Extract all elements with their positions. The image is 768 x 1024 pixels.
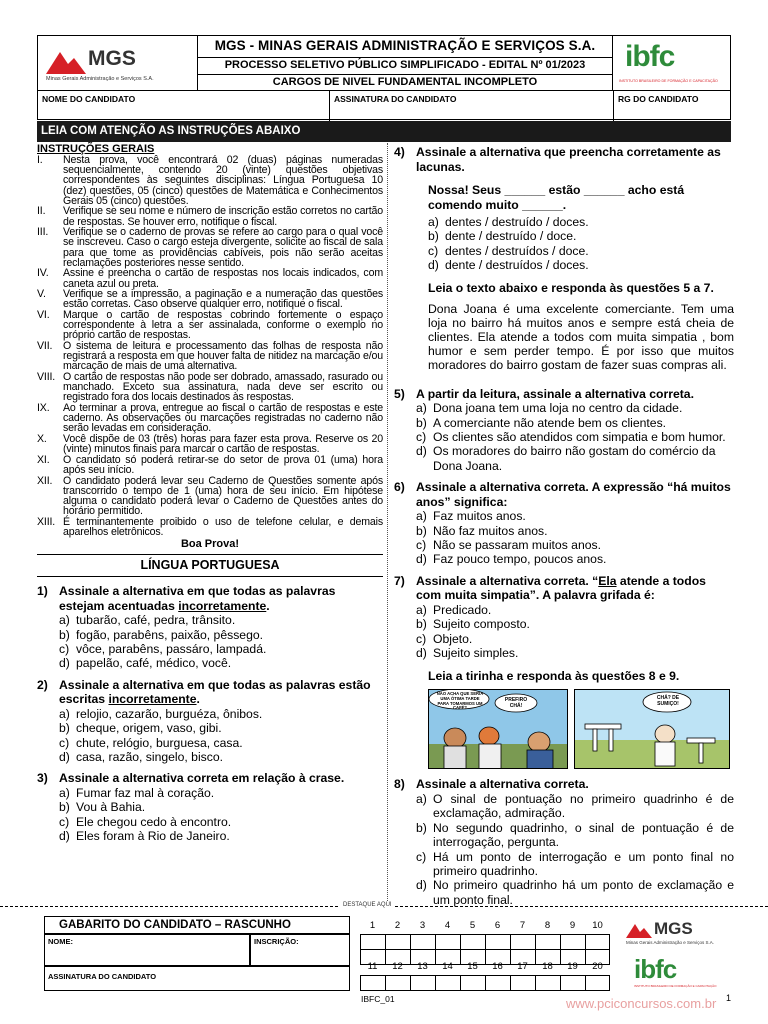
ibfc-logo <box>612 36 730 90</box>
question-text: Assinale a alternativa correta. <box>416 777 589 792</box>
question-text: Assinale a alternativa que preencha corretamente as lacunas. <box>416 145 721 174</box>
instruction-number: I. <box>37 154 43 166</box>
option-item <box>416 401 734 415</box>
question-text: Assinale a alternativa em que todas as palavras estão escritas <box>59 677 371 707</box>
options-list <box>394 215 734 273</box>
option-text: No segundo quadrinho, o sinal de pontuação é de interrogação, pergunta. <box>433 820 734 850</box>
question-5 <box>394 387 734 474</box>
option-text: dente / destruído / doce. <box>445 229 577 244</box>
option-letter: b) <box>59 800 70 815</box>
answer-cell[interactable] <box>510 934 535 950</box>
question-text-end: . <box>196 692 200 707</box>
answer-number: 13 <box>417 961 428 972</box>
option-item <box>59 786 383 800</box>
answer-number: 14 <box>442 961 453 972</box>
question-4 <box>394 145 734 273</box>
option-letter: c) <box>416 537 427 552</box>
answer-number: 7 <box>519 920 526 931</box>
option-text: A comerciante não atende bem os clientes. <box>433 415 667 430</box>
question-number: 8) <box>394 777 405 792</box>
answer-cell[interactable] <box>385 934 410 950</box>
instruction-text: Assine e preencha o cartão de respostas nos locais indicados, com caneta azul ou preta. <box>63 267 383 290</box>
instruction-item <box>37 289 383 309</box>
option-letter: c) <box>416 631 427 646</box>
option-text: casa, razão, singelo, bisco. <box>76 750 224 765</box>
comic-balloon-3: CHÁ? DE SUMIÇO! <box>656 695 680 708</box>
closing-text: Boa Prova! <box>180 538 240 551</box>
answer-name-field[interactable] <box>44 934 250 966</box>
instruction-number: VII. <box>37 340 53 352</box>
answer-number: 18 <box>542 961 553 972</box>
footer-ibfc-sub: INSTITUTO BRASILEIRO DE FORMAÇÃO E CAPACITAÇÃO <box>634 984 717 988</box>
option-letter: a) <box>59 706 70 721</box>
candidate-name-field[interactable]: NOME DO CANDIDATO <box>38 91 330 121</box>
instruction-item <box>37 310 383 341</box>
instruction-text: Nesta prova, você encontrará 02 (duas) páginas numeradas sequencialmente, contendo 20 (vinte) questões objetivas correspondentes às seguintes disciplinas: Língua Portuguesa 10 (dez) questões, 05 (cinco) questões de Matemática e Conhecimentos Gerais 05 (cinco) questões. <box>63 154 383 207</box>
instruction-item <box>37 403 383 434</box>
candidate-signature-field[interactable]: ASSINATURA DO CANDIDATO <box>330 91 614 121</box>
option-text: tubarão, café, pedra, trânsito. <box>76 613 236 628</box>
option-item <box>416 538 734 552</box>
instruction-text: É terminantemente proibido o uso de telefone celular, e demais aparelhos eletrônicos. <box>63 515 383 538</box>
option-item <box>416 821 734 850</box>
question-number: 4) <box>394 145 405 159</box>
option-letter: d) <box>416 444 427 459</box>
instruction-item <box>37 434 383 454</box>
answer-number: 6 <box>494 920 501 931</box>
option-text: Os moradores do bairro não gostam do comércio da Dona Joana. <box>433 444 716 473</box>
option-letter: b) <box>416 617 427 632</box>
option-letter: d) <box>59 829 70 844</box>
instruction-text: O candidato só poderá retirar-se do setor de prova 01 (uma) hora após seu início. <box>63 453 383 476</box>
question-text: Assinale a alternativa correta. A expressão “há muitos anos” significa: <box>416 480 731 509</box>
question-text-end: atende a todos com muita simpatia”. A palavra grifada é: <box>416 573 706 603</box>
instruction-item <box>37 341 383 372</box>
question-text: Assinale a alternativa em que todas as palavras estejam acentuadas <box>59 584 336 613</box>
answer-sheet-title: GABARITO DO CANDIDATO – RASCUNHO <box>44 916 350 934</box>
option-letter: d) <box>416 878 427 893</box>
option-text: Ele chegou cedo à encontro. <box>76 814 232 829</box>
reading-text: Dona Joana é uma excelente comerciante. Tem uma loja no bairro há muitos anos e sempre está cheia de clientes. Ela atende a todos com muita simpatia , bom humor e sem perder tempo. É por isso que muitos moradores do bairro gostam de fazer suas compras ali. <box>428 301 734 373</box>
answer-cell[interactable] <box>360 934 385 950</box>
option-item <box>416 509 734 523</box>
option-item <box>59 750 383 764</box>
answer-number: 10 <box>592 920 603 931</box>
question-number: 1) <box>37 584 48 599</box>
instructions-list <box>37 155 383 537</box>
option-item <box>59 800 383 814</box>
instruction-item <box>37 517 383 537</box>
instruction-text: O candidato poderá levar seu Caderno de Questões somente após transcorrido o tempo de 1 (uma) hora de seu início. Em hipótese alguma o candidato poderá levar o Caderno de Questões antes do horário permitido. <box>63 474 383 518</box>
option-item <box>416 603 734 617</box>
option-text: relojio, cazarão, burguéza, ônibos. <box>76 706 263 721</box>
options-list <box>394 401 734 473</box>
instruction-number: VI. <box>37 309 50 321</box>
instruction-item <box>37 268 383 288</box>
option-letter: a) <box>416 602 427 617</box>
option-item <box>416 430 734 444</box>
question-text: Assinale a alternativa correta. “ <box>416 573 599 588</box>
option-letter: d) <box>416 646 427 661</box>
answer-cells-row-2 <box>360 975 610 991</box>
instruction-text: Verifique se a impressão, a paginação e a numeração das questões estão corretas. Caso observe qualquer erro, notifique o fiscal. <box>63 288 383 311</box>
answer-signature-label: ASSINATURA DO CANDIDATO <box>48 972 157 981</box>
instruction-text: Ao terminar a prova, entregue ao fiscal o cartão de respostas e este caderno. As observações ou marcações registradas no caderno não serão levadas em consideração. <box>63 402 383 435</box>
comic-panel-2 <box>574 689 730 769</box>
option-item <box>59 628 383 642</box>
option-item <box>416 552 734 566</box>
answer-cell[interactable] <box>460 975 485 991</box>
instruction-number: V. <box>37 288 46 301</box>
option-text: cheque, origem, vaso, gibi. <box>76 721 222 736</box>
question-number: 2) <box>37 677 48 692</box>
option-text: O sinal de pontuação no primeiro quadrinho é de exclamação, admiração. <box>433 791 734 821</box>
answer-number: 9 <box>569 920 576 931</box>
option-item <box>416 524 734 538</box>
options-list <box>37 786 383 844</box>
footer-ibfc-name: ibfc <box>634 954 677 984</box>
question-1 <box>37 584 383 671</box>
answer-cell[interactable] <box>585 975 610 991</box>
answer-number: 20 <box>592 961 603 972</box>
question-text: Assinale a alternativa correta em relação à crase. <box>59 771 345 786</box>
footer-mgs-sub: Minas Gerais Administração e Serviços S.A. <box>626 940 715 945</box>
answer-cell[interactable] <box>535 975 560 991</box>
source-watermark[interactable]: www.pciconcursos.com.br <box>566 996 717 1011</box>
instruction-item <box>37 455 383 475</box>
comic-strip <box>428 689 730 769</box>
instruction-number: IV. <box>37 267 49 280</box>
mgs-logo-sub: Minas Gerais Administração e Serviços S.A. <box>46 76 154 82</box>
option-text: Dona joana tem uma loja no centro da cidade. <box>433 401 683 416</box>
option-letter: b) <box>59 627 70 642</box>
answer-cells-row-1 <box>360 934 610 950</box>
instruction-text: Verifique se o caderno de provas se refere ao cargo para o qual você se inscreveu. Caso o cargo esteja divergente, solicite ao fiscal de sala para que tome as providências cabíveis, pois não serão aceitas reclamações posteriores nesse sentido. <box>63 226 383 269</box>
instruction-item <box>37 227 383 268</box>
option-text: fogão, parabêns, paixão, pêssego. <box>76 627 264 642</box>
question-2 <box>37 678 383 765</box>
underlined-word: incorretamente <box>178 598 267 613</box>
answer-cell[interactable] <box>560 934 585 950</box>
question-number: 7) <box>394 573 405 588</box>
option-item <box>59 642 383 656</box>
option-item <box>59 656 383 670</box>
option-item <box>59 707 383 721</box>
instruction-number: X. <box>37 433 47 445</box>
option-text: Predicado. <box>433 602 492 617</box>
option-text: Os clientes são atendidos com simpatia e bom humor. <box>433 429 726 444</box>
option-letter: b) <box>59 721 70 736</box>
answer-cell[interactable] <box>410 975 435 991</box>
option-item <box>416 617 734 631</box>
option-text: dentes / destruídos / doce. <box>445 243 589 258</box>
fill-in-phrase: Nossa! Seus ______ estão ______ acho está comendo muito ______. <box>428 183 685 212</box>
answer-number: 19 <box>567 961 578 972</box>
instruction-number: XI. <box>37 453 50 466</box>
question-text-end: . <box>266 598 270 613</box>
option-item <box>416 444 734 473</box>
comic-panel-1 <box>428 689 568 769</box>
option-text: Faz muitos anos. <box>433 509 526 524</box>
option-letter: b) <box>428 229 439 244</box>
option-item <box>59 613 383 627</box>
instruction-number: XIII. <box>37 515 56 528</box>
option-letter: a) <box>59 613 70 628</box>
option-item <box>416 646 734 660</box>
comic-balloon-2: PREFIRO CHÁ! <box>504 697 528 709</box>
answer-cell[interactable] <box>460 934 485 950</box>
answer-inscricao-field[interactable] <box>250 934 350 966</box>
answer-number: 1 <box>369 920 376 931</box>
answer-sheet-draft <box>44 916 614 991</box>
answer-number: 15 <box>467 961 478 972</box>
instruction-text: O sistema de leitura e processamento das folhas de resposta não registrará a resposta em que houver falta de nitidez na marcação e/ou marcação de mais de uma alternativa. <box>63 340 383 373</box>
answer-cell[interactable] <box>385 975 410 991</box>
answer-name-label: NOME: <box>48 937 73 946</box>
option-item <box>59 736 383 750</box>
option-text: Não se passaram muitos anos. <box>433 537 601 552</box>
option-text: dente / destruídos / doces. <box>445 258 589 273</box>
option-text: chute, relógio, burguesa, casa. <box>76 735 243 750</box>
option-letter: a) <box>428 215 439 229</box>
instructions-banner: LEIA COM ATENÇÃO AS INSTRUÇÕES ABAIXO <box>37 121 731 142</box>
question-number: 5) <box>394 386 405 401</box>
answer-cell[interactable] <box>560 975 585 991</box>
mgs-mountain-icon <box>46 48 86 74</box>
mgs-logo-name: MGS <box>88 47 136 70</box>
answer-number: 12 <box>392 961 403 972</box>
option-text: Vou à Bahia. <box>76 800 146 815</box>
option-text: vôce, parabêns, passáro, lampadá. <box>76 642 267 657</box>
option-item <box>59 815 383 829</box>
option-letter: a) <box>416 509 427 524</box>
options-list <box>37 613 383 671</box>
instruction-number: XII. <box>37 474 53 487</box>
option-text: Sujeito composto. <box>433 617 530 632</box>
option-letter: a) <box>416 791 427 806</box>
footer-ibfc-logo <box>634 954 717 990</box>
answer-number: 17 <box>517 961 528 972</box>
option-text: Objeto. <box>433 631 473 646</box>
ibfc-logo-sub: INSTITUTO BRASILEIRO DE FORMAÇÃO E CAPACITAÇÃO <box>619 79 718 83</box>
answer-inscricao-label: INSCRIÇÃO: <box>254 937 299 946</box>
process-title: PROCESSO SELETIVO PÚBLICO SIMPLIFICADO - EDITAL Nº 01/2023 <box>198 57 612 71</box>
option-text: Sujeito simples. <box>433 646 519 661</box>
option-item <box>416 850 734 879</box>
question-7 <box>394 574 734 661</box>
answer-numbers-row-1 <box>360 920 610 931</box>
instruction-item <box>37 372 383 403</box>
ibfc-logo-name: ibfc <box>625 40 675 73</box>
instruction-text: O cartão de respostas não pode ser dobrado, amassado, rasurado ou manchado. Exceto sua assinatura, nada deve ser escrito ou registrado fora dos locais destinados às respostas. <box>63 371 383 404</box>
question-text: A partir da leitura, assinale a alternativa correta. <box>416 386 694 401</box>
answer-number: 5 <box>469 920 476 931</box>
option-letter: b) <box>416 415 427 430</box>
answer-number: 2 <box>394 920 401 931</box>
option-item <box>428 244 734 258</box>
option-text: Faz pouco tempo, poucos anos. <box>433 552 607 567</box>
option-letter: c) <box>416 429 427 444</box>
instruction-number: III. <box>37 226 49 239</box>
option-text: Eles foram à Rio de Janeiro. <box>76 829 230 844</box>
instruction-item <box>37 155 383 206</box>
answer-signature-field[interactable] <box>44 966 350 991</box>
section-title: LÍNGUA PORTUGUESA <box>37 554 383 577</box>
answer-number: 11 <box>367 961 378 972</box>
option-item <box>59 721 383 735</box>
option-text: dentes / destruído / doces. <box>445 215 589 229</box>
options-list <box>37 707 383 765</box>
answer-number: 4 <box>444 920 451 931</box>
footer-mgs-mountain-icon <box>626 922 652 938</box>
answer-numbers-row-2 <box>360 961 610 972</box>
option-letter: d) <box>416 552 427 567</box>
answer-cell[interactable] <box>485 934 510 950</box>
option-letter: d) <box>59 750 70 765</box>
comic-instruction: Leia a tirinha e responda às questões 8 e 9. <box>428 669 680 684</box>
answer-cell[interactable] <box>435 975 460 991</box>
candidate-rg-field[interactable]: RG DO CANDIDATO <box>618 94 699 104</box>
exam-header <box>37 35 731 120</box>
options-list <box>394 509 734 567</box>
question-8 <box>394 777 734 907</box>
option-item <box>428 258 734 272</box>
options-list <box>394 792 734 907</box>
mgs-logo <box>38 36 198 90</box>
option-letter: b) <box>416 820 427 835</box>
instruction-item <box>37 476 383 517</box>
option-letter: b) <box>416 523 427 538</box>
underlined-word: Ela <box>598 573 617 588</box>
option-item <box>59 829 383 843</box>
option-item <box>416 632 734 646</box>
option-item <box>416 416 734 430</box>
answer-number: 16 <box>492 961 503 972</box>
option-letter: c) <box>416 849 427 864</box>
footer-mgs-name: MGS <box>654 919 693 938</box>
option-letter: a) <box>59 785 70 800</box>
option-item <box>428 229 734 243</box>
footer-mgs-logo <box>624 918 724 948</box>
option-item <box>416 878 734 907</box>
option-letter: d) <box>428 258 439 273</box>
instruction-text: Verifique se seu nome e número de inscrição estão corretos no cartão de respostas. Se houver erro, notifique o fiscal. <box>63 205 383 228</box>
instruction-number: II. <box>37 205 46 218</box>
question-3 <box>37 771 383 843</box>
answer-cell[interactable] <box>535 934 560 950</box>
instruction-item <box>37 206 383 226</box>
option-item <box>416 792 734 821</box>
question-6 <box>394 480 734 567</box>
answer-cell[interactable] <box>510 975 535 991</box>
left-column <box>37 143 383 844</box>
option-letter: c) <box>59 642 70 657</box>
options-list <box>394 603 734 661</box>
page-number: 1 <box>726 993 732 1003</box>
right-column <box>394 145 734 907</box>
option-letter: d) <box>59 656 70 671</box>
reading-instruction: Leia o texto abaixo e responda às questões 5 a 7. <box>428 280 714 295</box>
tear-label: DESTAQUE AQUI <box>340 902 395 908</box>
option-letter: c) <box>59 735 70 750</box>
answer-cell[interactable] <box>435 934 460 950</box>
comic-balloon-1: NÃO ACHA QUE SERIA UMA ÓTIMA TARDE PARA TOMARMOS UM CAFÉ? <box>436 691 484 711</box>
org-title: MGS - MINAS GERAIS ADMINISTRAÇÃO E SERVIÇOS S.A. <box>214 38 596 53</box>
option-text: Fumar faz mal à coração. <box>76 785 215 800</box>
option-text: Há um ponto de interrogação e um ponto final no primeiro quadrinho. <box>433 849 734 878</box>
answer-cell[interactable] <box>360 975 385 991</box>
answer-cell[interactable] <box>485 975 510 991</box>
option-item <box>428 215 734 229</box>
answer-number: 3 <box>419 920 426 931</box>
instruction-number: VIII. <box>37 371 56 383</box>
answer-cell[interactable] <box>410 934 435 950</box>
answer-number: 8 <box>544 920 551 931</box>
cargo-title: CARGOS DE NIVEL FUNDAMENTAL INCOMPLETO <box>198 74 612 88</box>
question-number: 6) <box>394 480 405 495</box>
option-letter: a) <box>416 401 427 416</box>
question-number: 3) <box>37 771 48 786</box>
instruction-text: Você dispõe de 03 (três) horas para fazer esta prova. Reserve os 20 (vinte) minutos finais para marcar o cartão de respostas. <box>63 433 383 456</box>
instruction-text: Marque o cartão de respostas cobrindo fortemente o espaço correspondente à letra a ser assinalada, conforme o exemplo no próprio cartão de respostas. <box>63 309 383 342</box>
option-letter: c) <box>59 814 70 829</box>
option-letter: c) <box>428 243 439 258</box>
instruction-number: IX. <box>37 402 50 414</box>
answer-cell[interactable] <box>585 934 610 950</box>
instructions-title: INSTRUÇÕES GERAIS <box>37 143 155 155</box>
column-divider <box>387 143 388 903</box>
exam-code: IBFC_01 <box>361 994 395 1004</box>
option-text: No primeiro quadrinho há um ponto de exclamação e um ponto final. <box>433 878 734 907</box>
underlined-word: incorretamente <box>108 692 197 707</box>
option-text: papelão, café, médico, você. <box>76 656 232 671</box>
option-text: Não faz muitos anos. <box>433 523 548 538</box>
